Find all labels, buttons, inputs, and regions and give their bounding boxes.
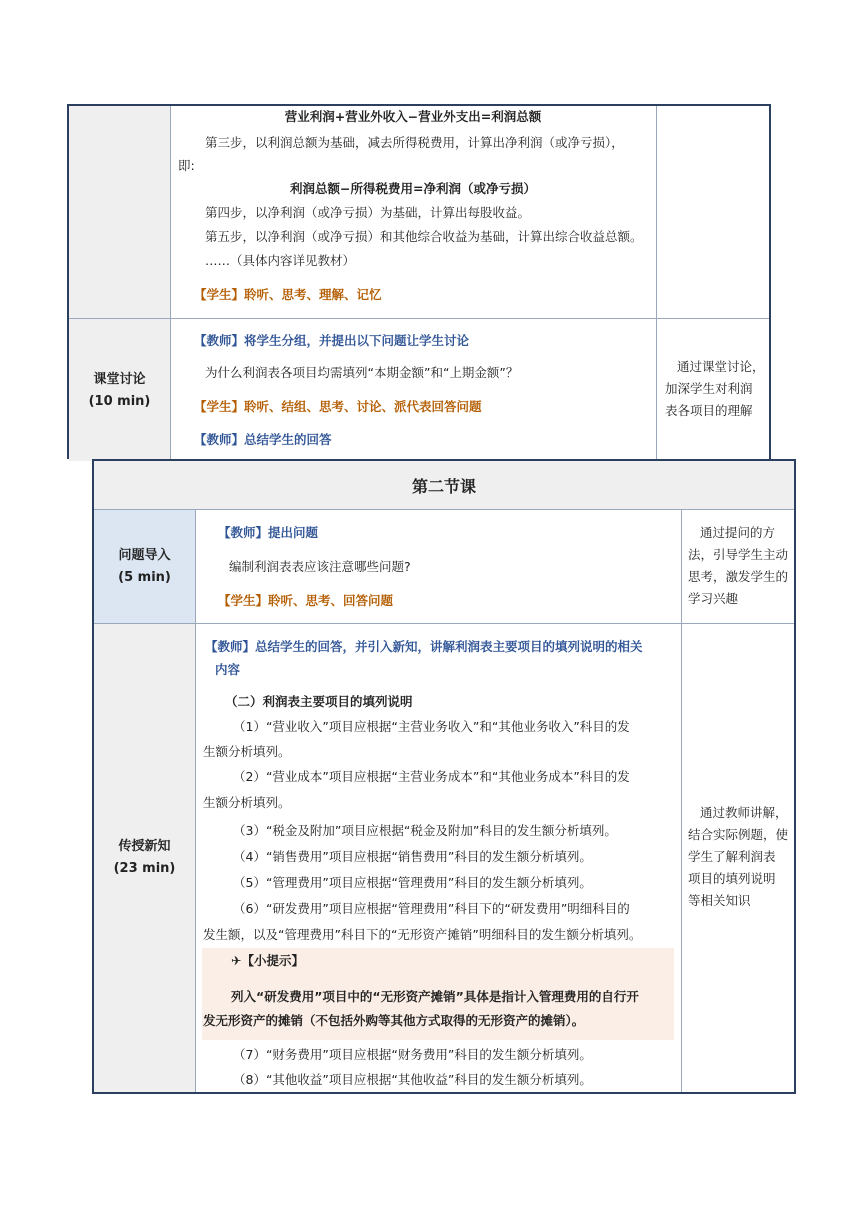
label-cell-new-knowledge <box>94 624 195 1092</box>
divider <box>94 509 794 510</box>
note-line: 法，引导学生主动 <box>688 547 789 562</box>
note-line: 项目的填列说明 <box>688 871 776 886</box>
hint-title: ✈【小提示】 <box>231 953 304 968</box>
discussion-question: 为什么利润表各项目均需填列“本期金额”和“上期金额”？ <box>205 365 519 380</box>
divider <box>170 106 171 461</box>
item-7: （7）“财务费用”项目应根据“财务费用”科目的发生额分析填列。 <box>233 1047 592 1062</box>
teacher-activity: 【教师】总结学生的回答，并引入新知，讲解利润表主要项目的填列说明的相关 <box>205 639 643 654</box>
label-discussion-time: (10 min) <box>88 393 151 409</box>
note-line: 思考，激发学生的 <box>688 569 789 584</box>
item-5: （5）“管理费用”项目应根据“管理费用”科目的发生额分析填列。 <box>233 875 592 890</box>
note-line: 加深学生对利润 <box>665 381 753 396</box>
paragraph-step5: 第五步，以净利润（或净亏损）和其他综合收益为基础，计算出综合收益总额。 <box>205 229 643 244</box>
label-intro-time: (5 min) <box>118 569 171 585</box>
label-cell-discussion <box>69 320 170 461</box>
item-3: （3）“税金及附加”项目应根据“税金及附加”科目的发生额分析填列。 <box>233 823 617 838</box>
item-1-cont: 生额分析填列。 <box>203 744 291 759</box>
formula-line: 利润总额−所得税费用=净利润（或净亏损） <box>290 181 536 196</box>
divider <box>681 510 682 1092</box>
label-discussion: 课堂讨论 <box>93 371 146 387</box>
teacher-activity: 【教师】总结学生的回答 <box>194 432 332 447</box>
student-activity: 【学生】聆听、思考、回答问题 <box>218 593 394 608</box>
label-cell-empty <box>69 106 170 320</box>
student-activity: 【学生】聆听、思考、理解、记忆 <box>194 287 382 302</box>
note-line: 等相关知识 <box>688 893 751 908</box>
item-6: （6）“研发费用”项目应根据“管理费用”科目下的“研发费用”明细科目的 <box>233 901 630 916</box>
divider <box>69 318 769 319</box>
note-line: 通过提问的方 <box>700 525 776 540</box>
teacher-activity-cont: 内容 <box>215 662 241 677</box>
student-activity: 【学生】聆听、结组、思考、讨论、派代表回答问题 <box>194 399 482 414</box>
note-line: 结合实际例题，使 <box>688 827 789 842</box>
note-line: 通过教师讲解， <box>700 805 788 820</box>
item-8: （8）“其他收益”项目应根据“其他收益”科目的发生额分析填列。 <box>233 1072 592 1087</box>
formula-line: 营业利润+营业外收入−营业外支出=利润总额 <box>284 109 542 124</box>
label-intro: 问题导入 <box>118 547 171 563</box>
paragraph-step3: 第三步，以利润总额为基础，减去所得税费用，计算出净利润（或净亏损）， <box>205 135 624 150</box>
divider <box>94 623 794 624</box>
intro-question: 编制利润表表应该注意哪些问题? <box>229 559 411 574</box>
hint-text-cont: 发无形资产的摊销（不包括外购等其他方式取得的无形资产的摊销）。 <box>203 1013 585 1028</box>
design-note <box>688 802 792 912</box>
design-note <box>665 356 765 422</box>
subsection-heading: （二）利润表主要项目的填列说明 <box>225 694 413 709</box>
divider <box>195 510 196 1092</box>
item-6-cont: 发生额，以及“管理费用”科目下的“无形资产摊销”明细科目的发生额分析填列。 <box>203 927 642 942</box>
note-line: 学习兴趣 <box>688 591 739 606</box>
label-cell-intro <box>94 510 195 623</box>
divider <box>656 106 657 461</box>
paragraph-step4: 第四步，以净利润（或净亏损）为基础，计算出每股收益。 <box>205 205 531 220</box>
label-new-knowledge-time: (23 min) <box>113 861 176 876</box>
teacher-activity: 【教师】将学生分组，并提出以下问题让学生讨论 <box>194 333 470 348</box>
item-1: （1）“营业收入”项目应根据“主营业务收入”和“其他业务收入”科目的发 <box>233 719 630 734</box>
design-note <box>688 522 792 610</box>
note-line: 通过课堂讨论， <box>677 359 765 374</box>
paragraph-step3-cont: 即: <box>178 158 195 173</box>
section-title: 第二节课 <box>94 461 794 509</box>
hint-text: 列入“研发费用”项目中的“无形资产摊销”具体是指计入管理费用的自行开 <box>231 989 639 1004</box>
teacher-activity: 【教师】提出问题 <box>218 525 319 540</box>
note-line: 学生了解利润表 <box>688 849 776 864</box>
item-2: （2）“营业成本”项目应根据“主营业务成本”和“其他业务成本”科目的发 <box>233 769 630 784</box>
label-new-knowledge: 传授新知 <box>118 839 171 854</box>
item-2-cont: 生额分析填列。 <box>203 795 291 810</box>
paragraph-more: ……（具体内容详见教材） <box>205 253 356 268</box>
note-line: 表各项目的理解 <box>665 403 753 418</box>
item-4: （4）“销售费用”项目应根据“销售费用”科目的发生额分析填列。 <box>233 849 592 864</box>
